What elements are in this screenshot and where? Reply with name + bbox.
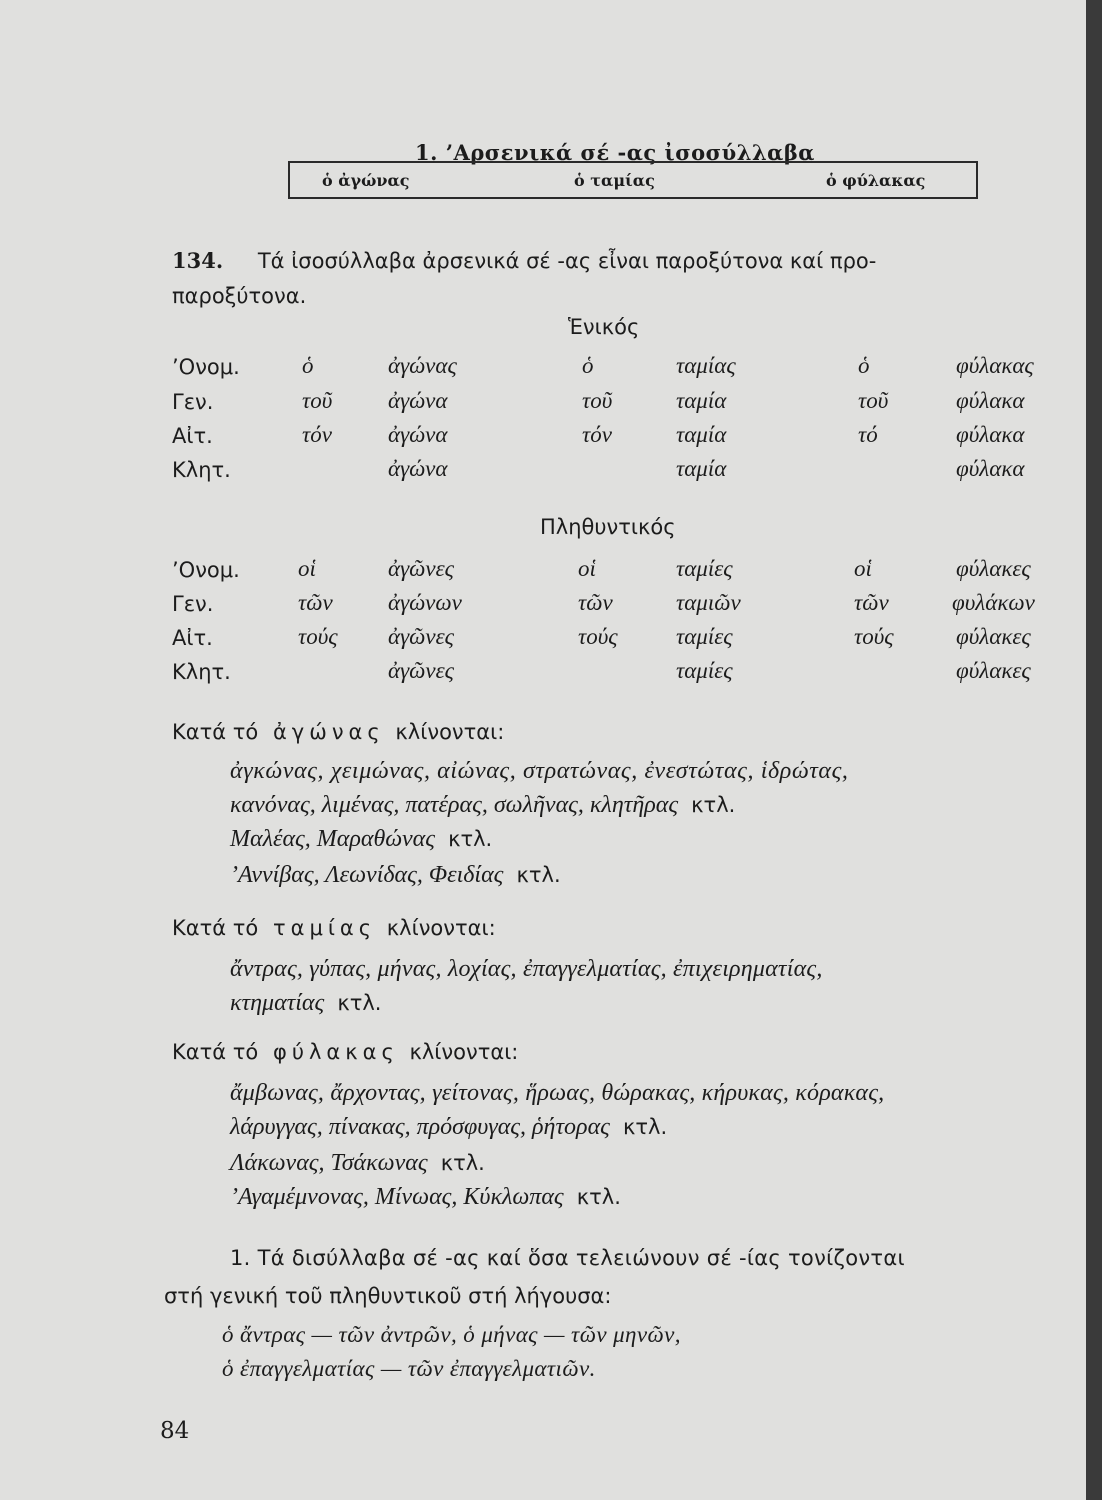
word-tamias: ταμία [676, 422, 727, 447]
case-label: ’Ονομ. [172, 558, 240, 582]
example-line [230, 792, 735, 819]
case-label: Γεν. [172, 390, 214, 414]
group-intro: Κατά τό [172, 720, 259, 744]
article: τούς [854, 624, 894, 649]
group-verb: κλίνονται: [395, 720, 505, 744]
example-words: κανόνας, λιμένας, πατέρας, σωλῆνας, κλητῆρας [230, 792, 679, 818]
word-fylakas: φύλακα [956, 422, 1025, 447]
section-title: 1. ’Αρσενικά σέ -ας ἰσοσύλλαβα [415, 140, 815, 165]
word-tamias: ταμιῶν [676, 590, 741, 615]
word-agonas: ἀγῶνες [388, 658, 454, 683]
article: τούς [578, 624, 618, 649]
example-words: ’Αγαμέμνονας, Μίνωας, Κύκλωπας [230, 1184, 564, 1210]
example-line [230, 1150, 485, 1177]
example-words: Μαλέας, Μαραθώνας [230, 826, 436, 852]
example-line [230, 826, 492, 853]
header-word-2: ὁ ταμίας [574, 171, 655, 190]
article: τό [858, 422, 878, 447]
example-words: λάρυγγας, πίνακας, πρόσφυγας, ῥήτορας [230, 1114, 610, 1140]
example-words: ’Αννίβας, Λεωνίδας, Φειδίας [230, 862, 504, 888]
word-fylakas: φύλακες [956, 624, 1031, 649]
article: τοῦ [582, 388, 613, 413]
example-line: ἄμβωνας, ἄρχοντας, γείτονας, ἥρωας, θώρακας, κήρυκας, κόρακας, [230, 1080, 885, 1106]
word-tamias: ταμία [676, 388, 727, 413]
case-label: Κλητ. [172, 458, 231, 482]
paragraph-number: 134. [172, 248, 224, 273]
singular-title: Ἑνικός [568, 315, 640, 339]
paragraph-line-2: παροξύτονα. [172, 284, 307, 308]
case-label: Αἰτ. [172, 424, 213, 448]
paragraph-line-1 [172, 248, 876, 273]
word-tamias: ταμίες [676, 624, 733, 649]
word-agonas: ἀγώνας [388, 353, 457, 378]
case-label: ’Ονομ. [172, 355, 240, 379]
scan-right-border [1086, 0, 1102, 1500]
article: τοῦ [858, 388, 889, 413]
example-line [230, 1184, 621, 1211]
article: τόν [302, 422, 332, 447]
article: τοῦ [302, 388, 333, 413]
note-example-2: ὁ ἐπαγγελματίας — τῶν ἐπαγγελματιῶν. [222, 1356, 596, 1381]
article: οἱ [578, 556, 596, 581]
word-fylakas: φύλακες [956, 556, 1031, 581]
word-tamias: ταμίας [676, 353, 736, 378]
header-word-1: ὁ ἀγώνας [322, 171, 410, 190]
word-tamias: ταμίες [676, 556, 733, 581]
example-line: ἄντρας, γύπας, μήνας, λοχίας, ἐπαγγελματίας, ἐπιχειρηματίας, [230, 956, 823, 982]
etc-abbrev: κτλ. [448, 827, 493, 851]
example-line [230, 990, 381, 1017]
article: τόν [582, 422, 612, 447]
plural-title: Πληθυντικός [540, 515, 676, 539]
article: τῶν [298, 590, 333, 615]
word-fylakas: φύλακες [956, 658, 1031, 683]
header-word-3: ὁ φύλακας [826, 171, 926, 190]
word-fylakas: φυλάκων [952, 590, 1035, 615]
header-box [288, 161, 978, 199]
word-fylakas: φύλακα [956, 456, 1025, 481]
example-line: ἀγκώνας, χειμώνας, αἰώνας, στρατώνας, ἐνεστώτας, ἱδρώτας, [230, 758, 849, 784]
article: ὁ [302, 353, 314, 378]
etc-abbrev: κτλ. [337, 991, 382, 1015]
article: τῶν [854, 590, 889, 615]
word-fylakas: φύλακας [956, 353, 1034, 378]
word-fylakas: φύλακα [956, 388, 1025, 413]
paragraph-text-1: Τά ἰσοσύλλαβα ἀρσενικά σέ -ας εἶναι παροξύτονα καί προ- [257, 249, 877, 273]
etc-abbrev: κτλ. [691, 793, 736, 817]
etc-abbrev: κτλ. [623, 1115, 668, 1139]
group-intro-line [172, 720, 504, 744]
word-agonas: ἀγῶνες [388, 624, 454, 649]
word-agonas: ἀγώνα [388, 422, 448, 447]
word-agonas: ἀγώνων [388, 590, 462, 615]
case-label: Γεν. [172, 592, 214, 616]
etc-abbrev: κτλ. [576, 1185, 621, 1209]
case-label: Αἰτ. [172, 626, 213, 650]
word-agonas: ἀγώνα [388, 388, 448, 413]
group-model-word: ἀγώνας [272, 720, 385, 744]
note-example-1: ὁ ἄντρας — τῶν ἀντρῶν, ὁ μήνας — τῶν μηνῶν, [222, 1322, 681, 1347]
article: τῶν [578, 590, 613, 615]
example-words: Λάκωνας, Τσάκωνας [230, 1150, 428, 1176]
example-line [230, 862, 561, 889]
etc-abbrev: κτλ. [440, 1151, 485, 1175]
word-tamias: ταμίες [676, 658, 733, 683]
group-intro-line [172, 1040, 518, 1064]
group-intro: Κατά τό [172, 1040, 259, 1064]
note-line-2: στή γενική τοῦ πληθυντικοῦ στή λήγουσα: [164, 1284, 612, 1308]
word-tamias: ταμία [676, 456, 727, 481]
group-model-word: ταμίας [272, 916, 377, 940]
example-line [230, 1114, 667, 1141]
article: ὁ [582, 353, 594, 378]
article: οἱ [854, 556, 872, 581]
etc-abbrev: κτλ. [516, 863, 561, 887]
page-number: 84 [160, 1418, 190, 1444]
group-verb: κλίνονται: [386, 916, 496, 940]
note-line-1: 1. Τά δισύλλαβα σέ -ας καί ὅσα τελειώνουν σέ -ίας τονίζονται [230, 1246, 905, 1270]
article: οἱ [298, 556, 316, 581]
article: ὁ [858, 353, 870, 378]
group-intro-line [172, 916, 496, 940]
case-label: Κλητ. [172, 660, 231, 684]
group-model-word: φύλακας [272, 1040, 399, 1064]
example-words: κτηματίας [230, 990, 325, 1016]
word-agonas: ἀγῶνες [388, 556, 454, 581]
word-agonas: ἀγώνα [388, 456, 448, 481]
article: τούς [298, 624, 338, 649]
group-verb: κλίνονται: [409, 1040, 519, 1064]
group-intro: Κατά τό [172, 916, 259, 940]
